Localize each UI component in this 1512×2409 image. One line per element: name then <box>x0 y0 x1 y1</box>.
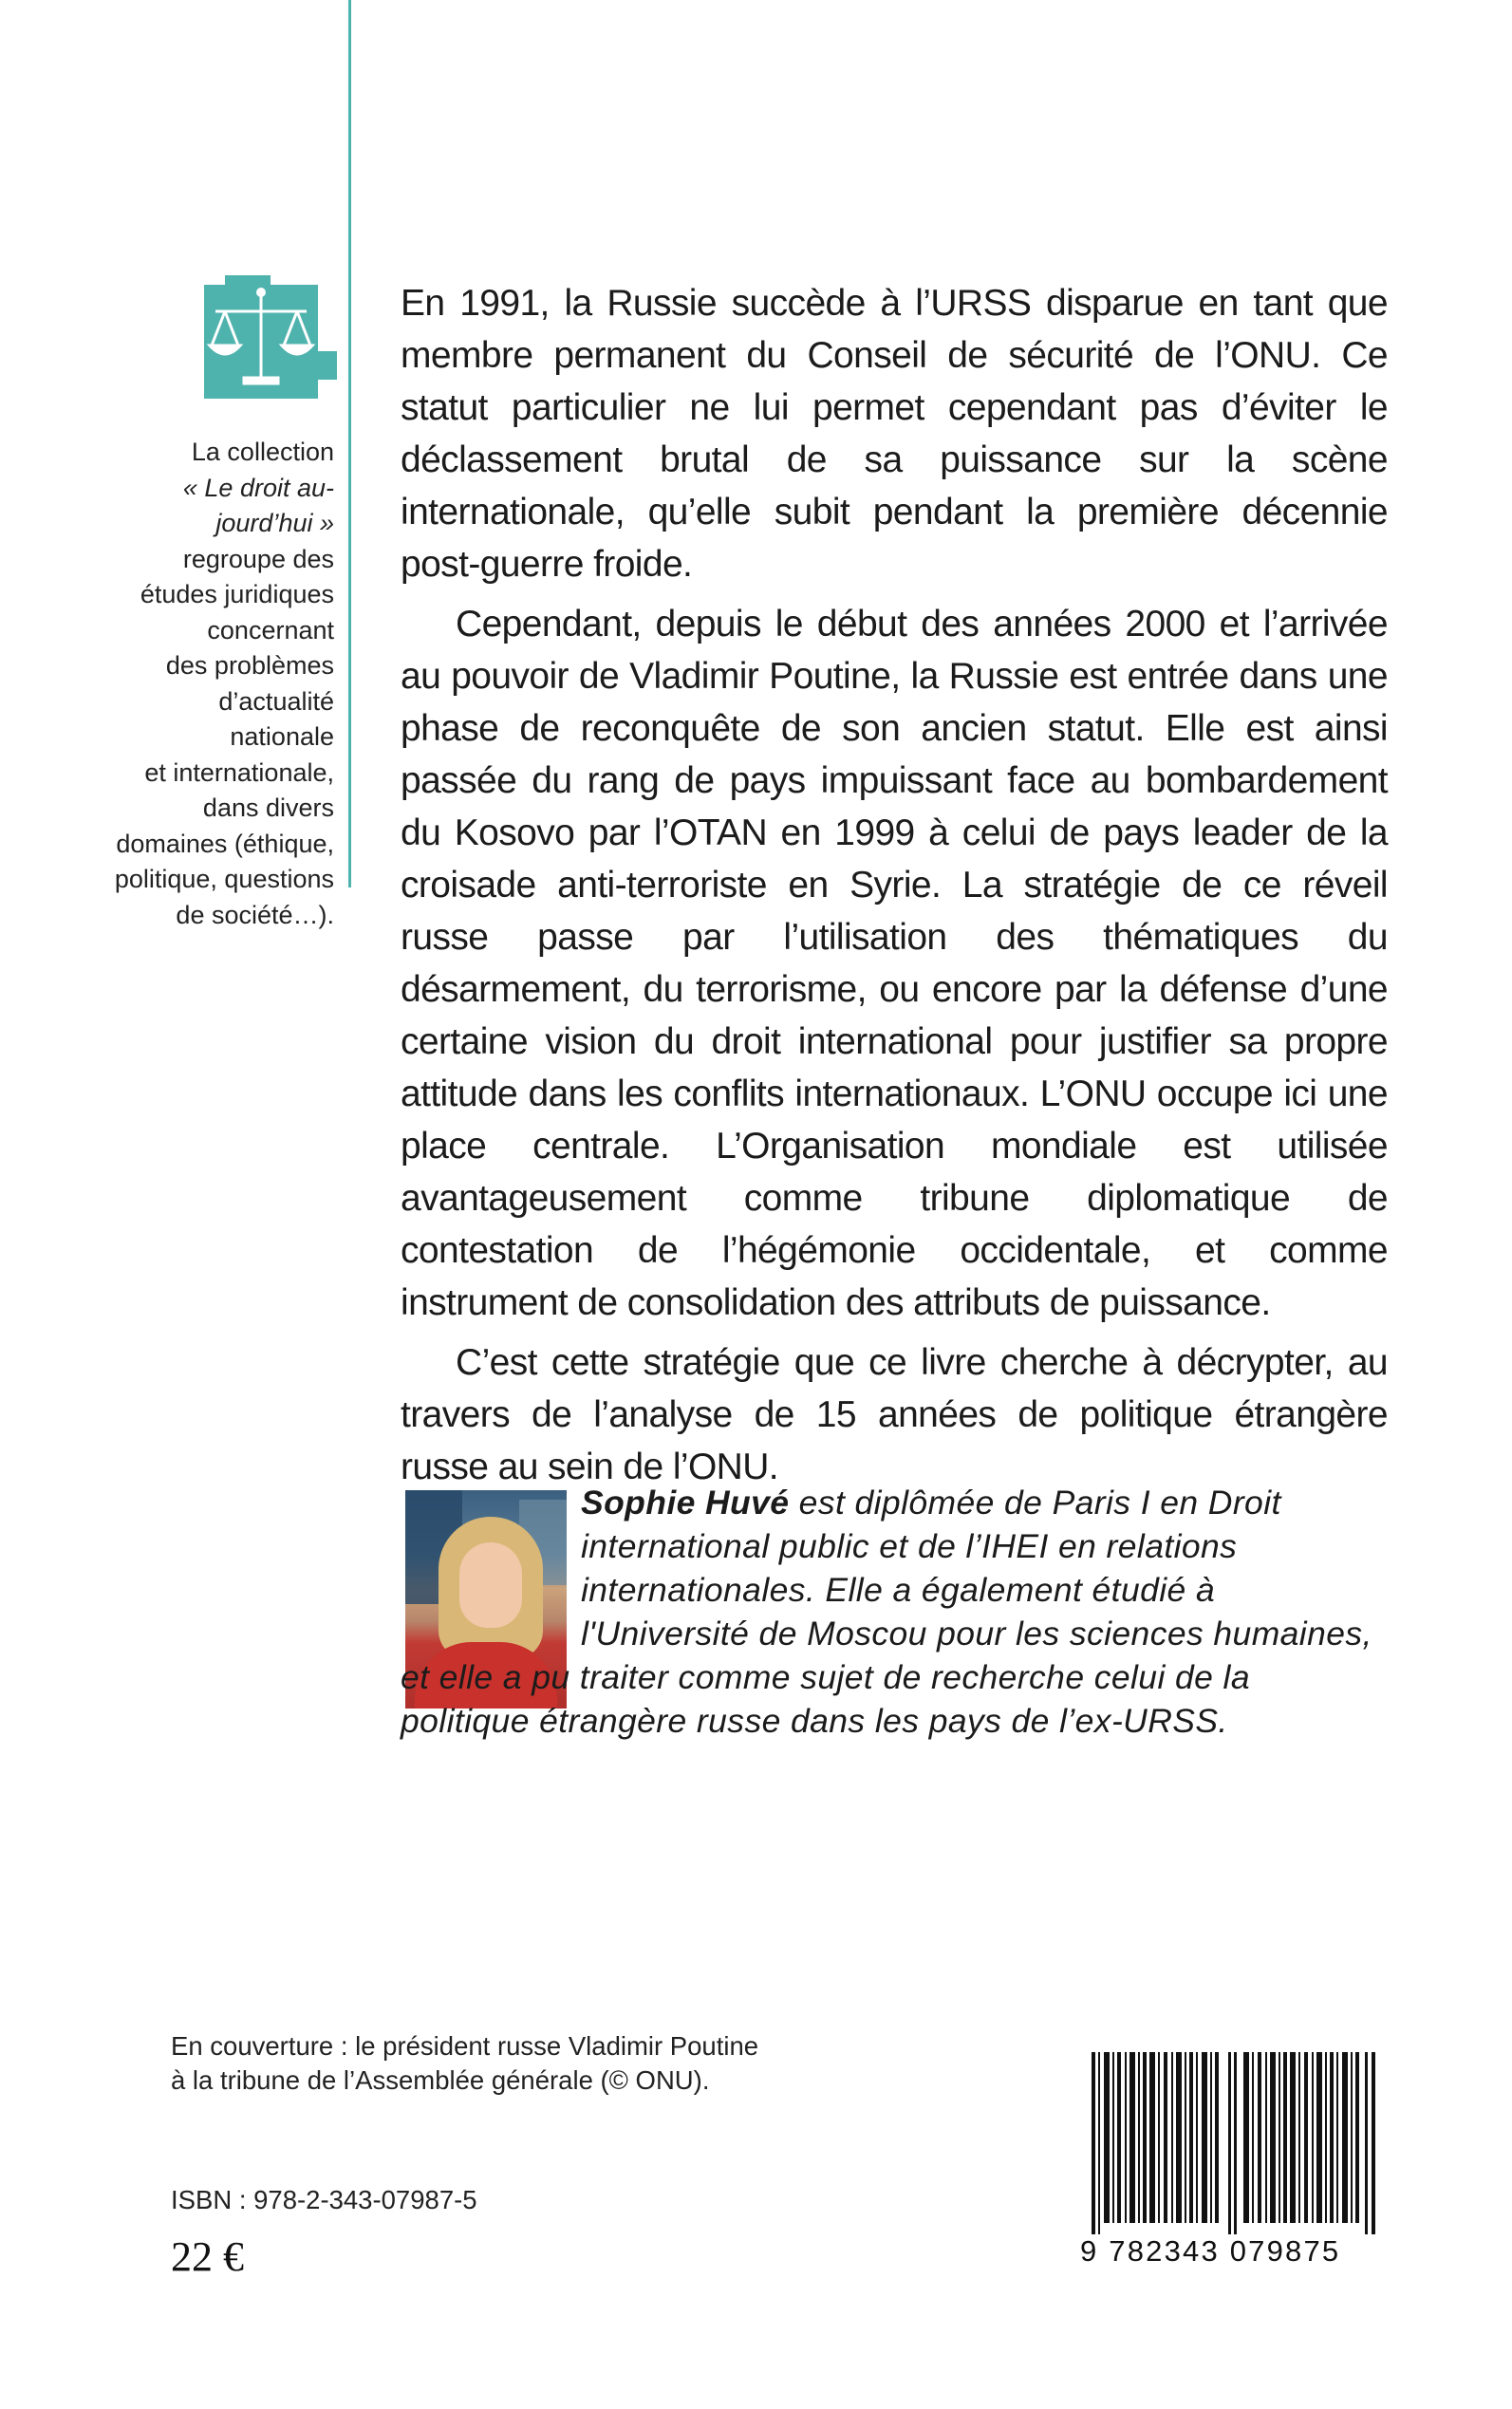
sidebar-line: de société…). <box>176 900 334 929</box>
sidebar-line: domaines (éthique, <box>116 829 334 858</box>
summary-paragraph-2: Cependant, depuis le début des années 2000 et l’arrivée au pouvoir de Vladimir Poutine, la Russie est entrée dans une phase de reconquête de son ancien statut. Elle est ainsi passée du rang de pays impuissant face au bombardement du Kosovo par l’OTAN en 1999 à celui de pays leader de la croisade anti-terroriste en Syrie. La stratégie de ce réveil russe passe par l’utilisation des thématiques du désarmement, du terrorisme, ou encore par la défense d’une certaine vision du droit international pour justifier sa propre attitude dans les conflits internationaux. L’ONU occupe ici une place centrale. L’Organisation mondiale est utilisée avantageusement comme tribune diplomatique de contestation de l’hégémonie occidentale, et comme instrument de consolidation des attributs de puissance. <box>401 604 1388 1323</box>
summary-paragraph-1: En 1991, la Russie succède à l’URSS disparue en tant que membre permanent du Conseil de sécurité de l’ONU. Ce statut particulier ne lui permet cependant pas d’éviter le déclassement brutal de sa puissance sur la scène internationale, qu’elle subit pendant la première décennie post-guerre froide. <box>401 283 1388 585</box>
sidebar-line: « Le droit au- <box>182 473 334 502</box>
back-cover-summary <box>401 277 1388 1501</box>
barcode-digits: 9 782343 079875 <box>1080 2234 1341 2268</box>
cover-credit <box>171 2029 911 2098</box>
cover-credit-line: à la tribune de l’Assemblée générale (© ONU). <box>171 2065 710 2095</box>
author-bio-text: est diplômée de Paris I en Droit international public et de l’IHEI en relations internationales. Elle a également étudié à l'Université de Moscou pour les sciences humaines, et elle a pu traiter comme sujet de recherche celui de la politique étrangère russe dans les pays de l’ex-URSS. <box>401 1484 1372 1740</box>
accent-rule <box>348 0 351 887</box>
isbn: ISBN : 978-2-343-07987-5 <box>171 2185 477 2214</box>
cover-credit-line: En couverture : le président russe Vladimir Poutine <box>171 2031 759 2061</box>
sidebar-line: d’actualité nationale <box>218 686 334 751</box>
sidebar-line: concernant <box>207 615 334 644</box>
sidebar-line: jourd’hui » <box>215 509 334 537</box>
author-name: Sophie Huvé <box>581 1484 790 1522</box>
summary-paragraph-3: C’est cette stratégie que ce livre cherche à décrypter, au travers de l’analyse de 15 années de politique étrangère russe au sein de l’ONU. <box>401 1342 1388 1487</box>
sidebar-line: La collection <box>191 438 334 466</box>
sidebar-line: regroupe des <box>182 544 334 573</box>
price: 22 € <box>171 2233 244 2280</box>
sidebar-line: études juridiques <box>140 580 334 608</box>
sidebar-line: des problèmes <box>165 651 334 680</box>
sidebar-line: politique, questions <box>114 865 334 893</box>
justice-scales-icon <box>204 275 337 408</box>
sidebar-line: et internationale, <box>144 757 334 787</box>
collection-description <box>114 435 334 933</box>
barcode <box>1092 2052 1376 2234</box>
author-bio <box>401 1481 1388 1743</box>
sidebar-line: dans divers <box>202 794 334 822</box>
